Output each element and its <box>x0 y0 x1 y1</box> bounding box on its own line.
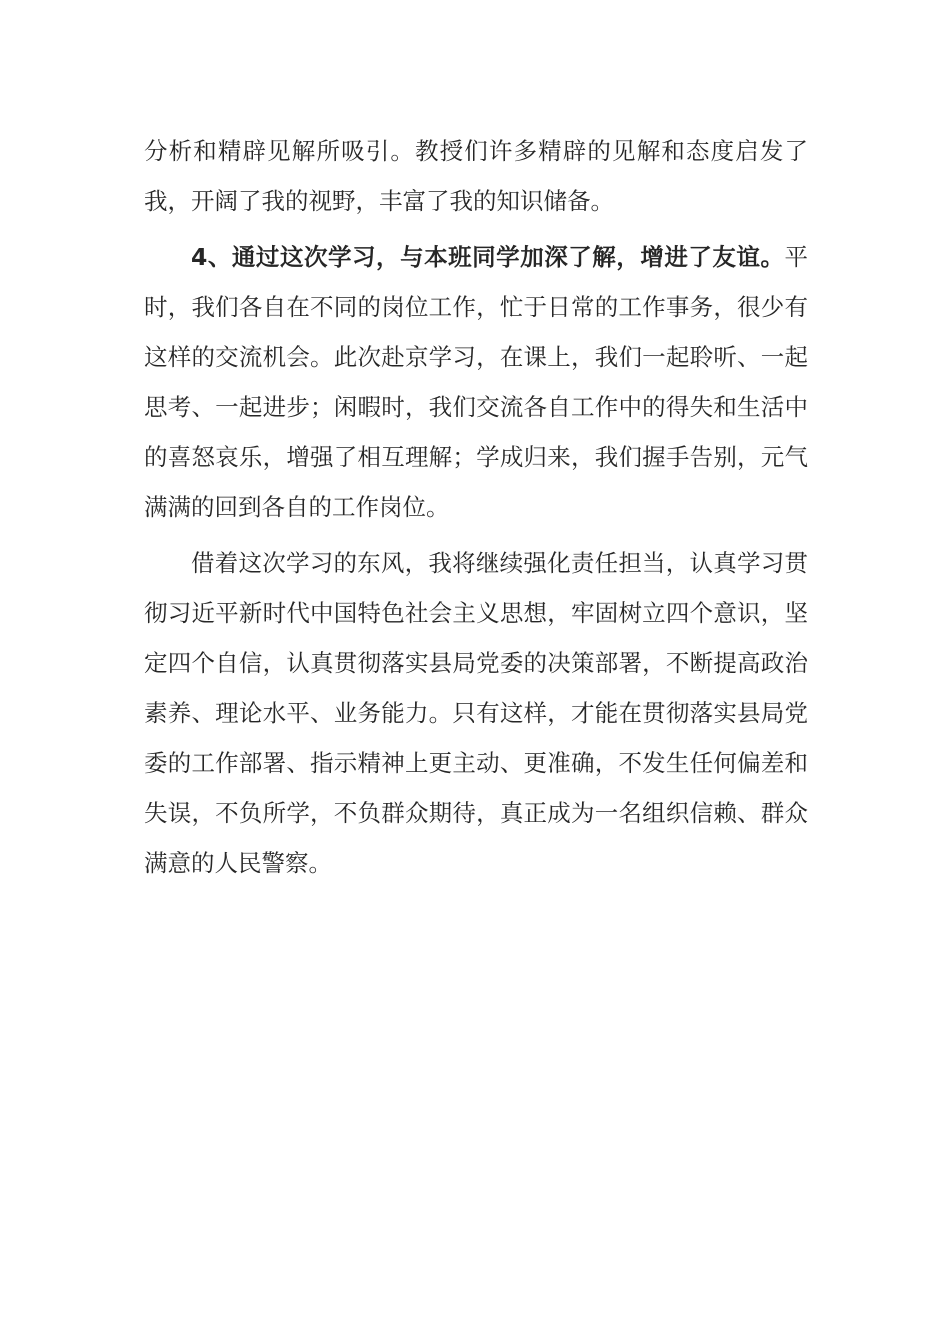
paragraph-point-4 <box>144 232 808 532</box>
paragraph-text: 平时，我们各自在不同的岗位工作，忙于日常的工作事务，很少有这样的交流机会。此次赴京学习，在课上，我们一起聆听、一起思考、一起进步；闲暇时，我们交流各自工作中的得失和生活中的喜怒哀乐，增强了相互理解；学成归来，我们握手告别，元气满满的回到各自的工作岗位。 <box>144 243 808 521</box>
paragraph-text: 借着这次学习的东风，我将继续强化责任担当，认真学习贯彻习近平新时代中国特色社会主义思想，牢固树立四个意识，坚定四个自信，认真贯彻落实县局党委的决策部署，不断提高政治素养、理论水平、业务能力。只有这样，才能在贯彻落实县局党委的工作部署、指示精神上更主动、更准确，不发生任何偏差和失误，不负所学，不负群众期待，真正成为一名组织信赖、群众满意的人民警察。 <box>144 549 808 877</box>
paragraph-conclusion <box>144 538 808 888</box>
document-body <box>144 126 808 894</box>
paragraph-heading: 4、通过这次学习，与本班同学加深了解，增进了友谊。 <box>191 243 785 271</box>
paragraph-continuation <box>144 126 808 226</box>
paragraph-text: 分析和精辟见解所吸引。教授们许多精辟的见解和态度启发了我，开阔了我的视野，丰富了我的知识储备。 <box>144 137 808 215</box>
